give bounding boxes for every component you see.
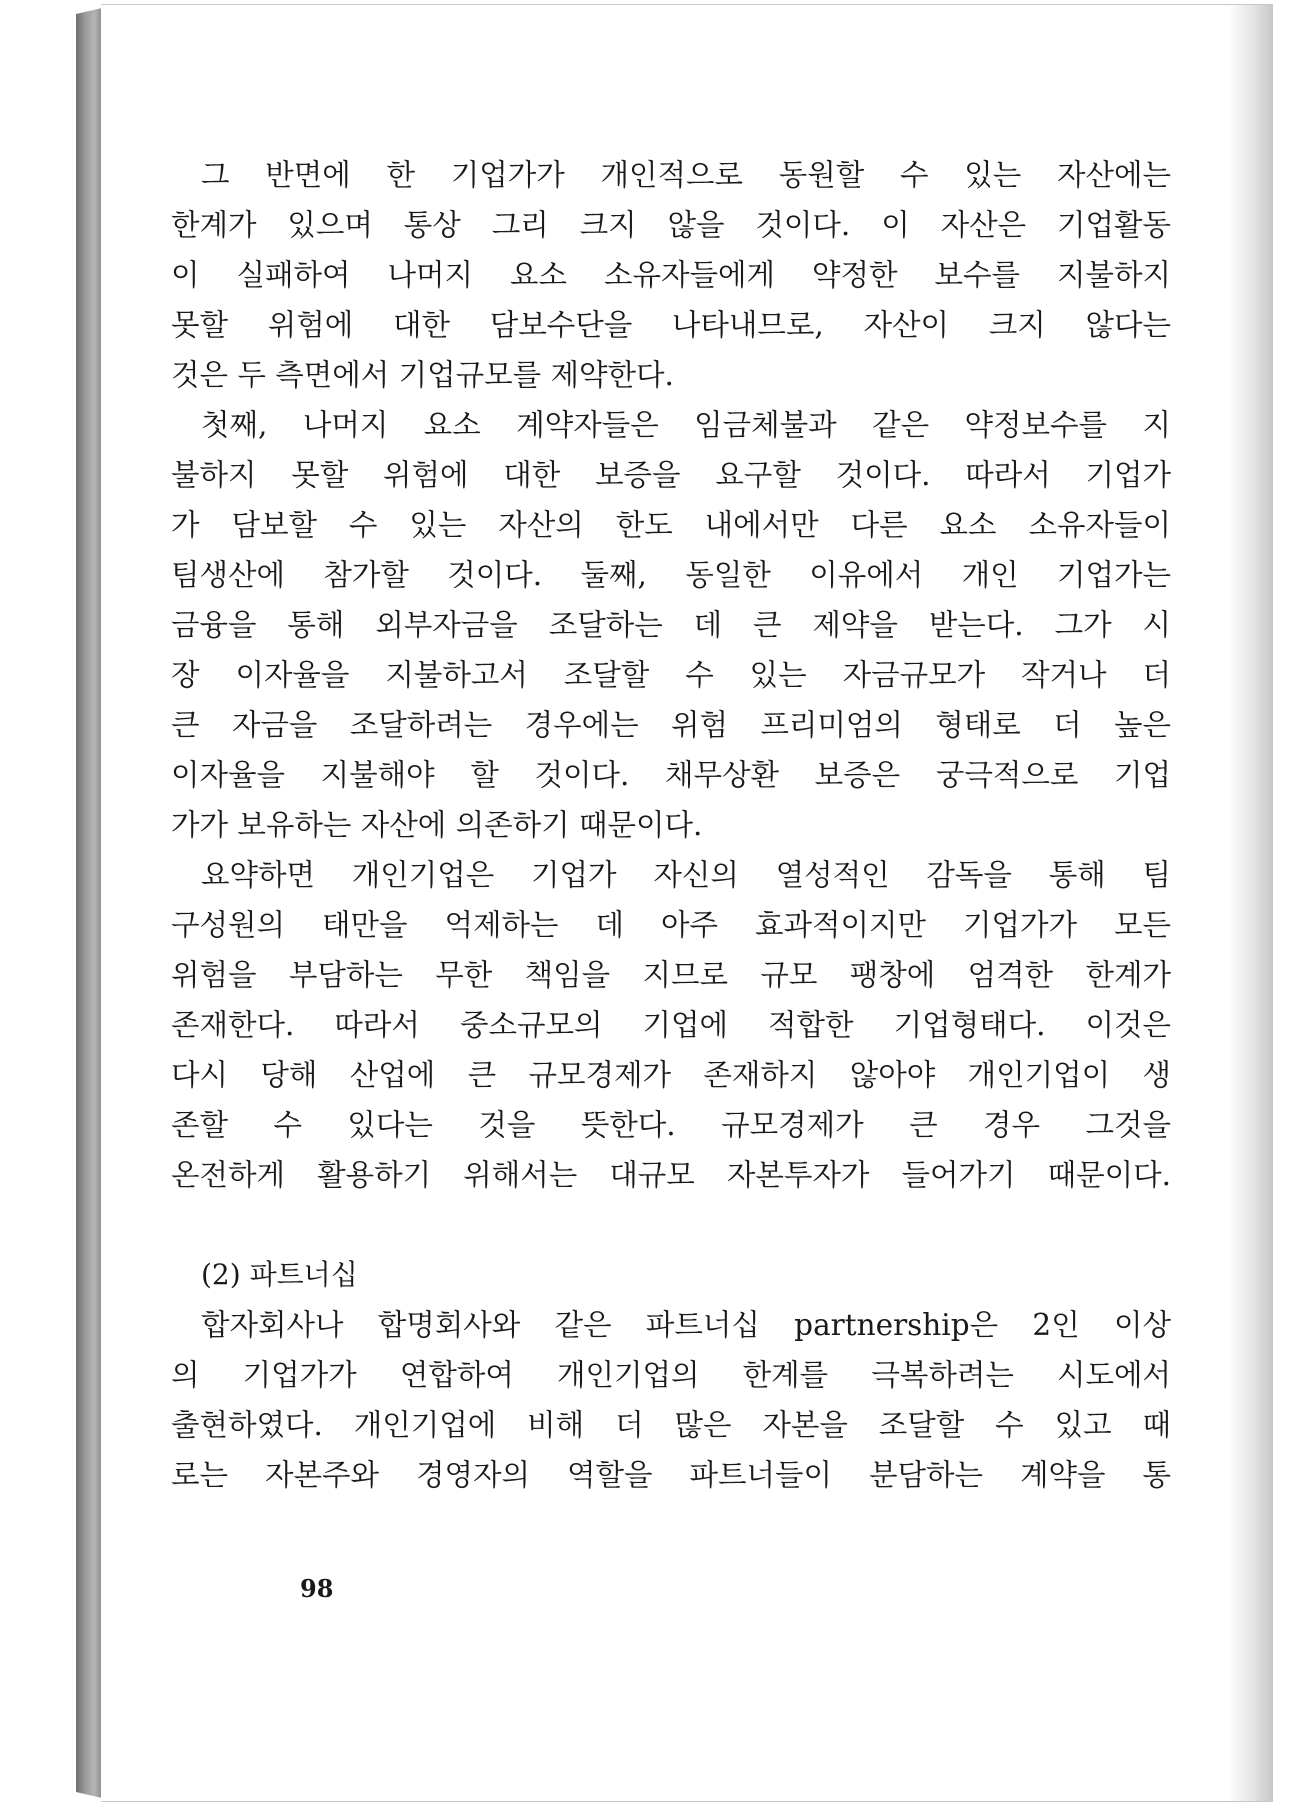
text-line: 한계가 있으며 통상 그리 크지 않을 것이다. 이 자산은 기업활동 [171, 208, 1171, 242]
paragraph-1 [171, 150, 1171, 400]
body-text [171, 150, 1171, 1500]
text-line: 이 실패하여 나머지 요소 소유자들에게 약정한 보수를 지불하지 [171, 258, 1171, 292]
text-line: 이자율을 지불해야 할 것이다. 채무상환 보증은 궁극적으로 기업 [171, 758, 1171, 792]
book-spine [76, 8, 102, 1798]
text-line: 가가 보유하는 자산에 의존하기 때문이다. [171, 808, 703, 842]
section-spacer [171, 1200, 1171, 1250]
section-heading: (2) 파트너십 [201, 1258, 358, 1291]
text-line: 온전하게 활용하기 위해서는 대규모 자본투자가 들어가기 때문이다. [171, 1158, 1171, 1192]
text-line: 존재한다. 따라서 중소규모의 기업에 적합한 기업형태다. 이것은 [171, 1008, 1171, 1042]
paragraph-2 [171, 400, 1171, 850]
text-line: 장 이자율을 지불하고서 조달할 수 있는 자금규모가 작거나 더 [171, 658, 1171, 692]
text-line: 요약하면 개인기업은 기업가 자신의 열성적인 감독을 통해 팀 [201, 858, 1171, 892]
page-edge-shadow [1227, 5, 1273, 1801]
text-line: 첫째, 나머지 요소 계약자들은 임금체불과 같은 약정보수를 지 [201, 408, 1171, 442]
text-line: 의 기업가가 연합하여 개인기업의 한계를 극복하려는 시도에서 [171, 1358, 1171, 1392]
text-line: 구성원의 태만을 억제하는 데 아주 효과적이지만 기업가가 모든 [171, 908, 1171, 942]
text-line: 팀생산에 참가할 것이다. 둘째, 동일한 이유에서 개인 기업가는 [171, 558, 1171, 592]
text-line: 다시 당해 산업에 큰 규모경제가 존재하지 않아야 개인기업이 생 [171, 1058, 1171, 1092]
text-line: 못할 위험에 대한 담보수단을 나타내므로, 자산이 크지 않다는 [171, 308, 1171, 342]
text-line: 존할 수 있다는 것을 뜻한다. 규모경제가 큰 경우 그것을 [171, 1108, 1171, 1142]
text-line: 로는 자본주와 경영자의 역할을 파트너들이 분담하는 계약을 통 [171, 1458, 1171, 1492]
paragraph-3 [171, 850, 1171, 1200]
text-line: 불하지 못할 위험에 대한 보증을 요구할 것이다. 따라서 기업가 [171, 458, 1171, 492]
text-line: 큰 자금을 조달하려는 경우에는 위험 프리미엄의 형태로 더 높은 [171, 708, 1171, 742]
text-line: 위험을 부담하는 무한 책임을 지므로 규모 팽창에 엄격한 한계가 [171, 958, 1171, 992]
text-line: 출현하였다. 개인기업에 비해 더 많은 자본을 조달할 수 있고 때 [171, 1408, 1171, 1442]
text-line: 것은 두 측면에서 기업규모를 제약한다. [171, 358, 674, 392]
section-paragraph [171, 1300, 1171, 1500]
page-number: 98 [300, 1574, 334, 1603]
text-line: 가 담보할 수 있는 자산의 한도 내에서만 다른 요소 소유자들이 [171, 508, 1171, 542]
text-line: 그 반면에 한 기업가가 개인적으로 동원할 수 있는 자산에는 [201, 158, 1171, 192]
text-line: 합자회사나 합명회사와 같은 파트너십 partnership은 2인 이상 [201, 1308, 1171, 1342]
text-line: 금융을 통해 외부자금을 조달하는 데 큰 제약을 받는다. 그가 시 [171, 608, 1171, 642]
